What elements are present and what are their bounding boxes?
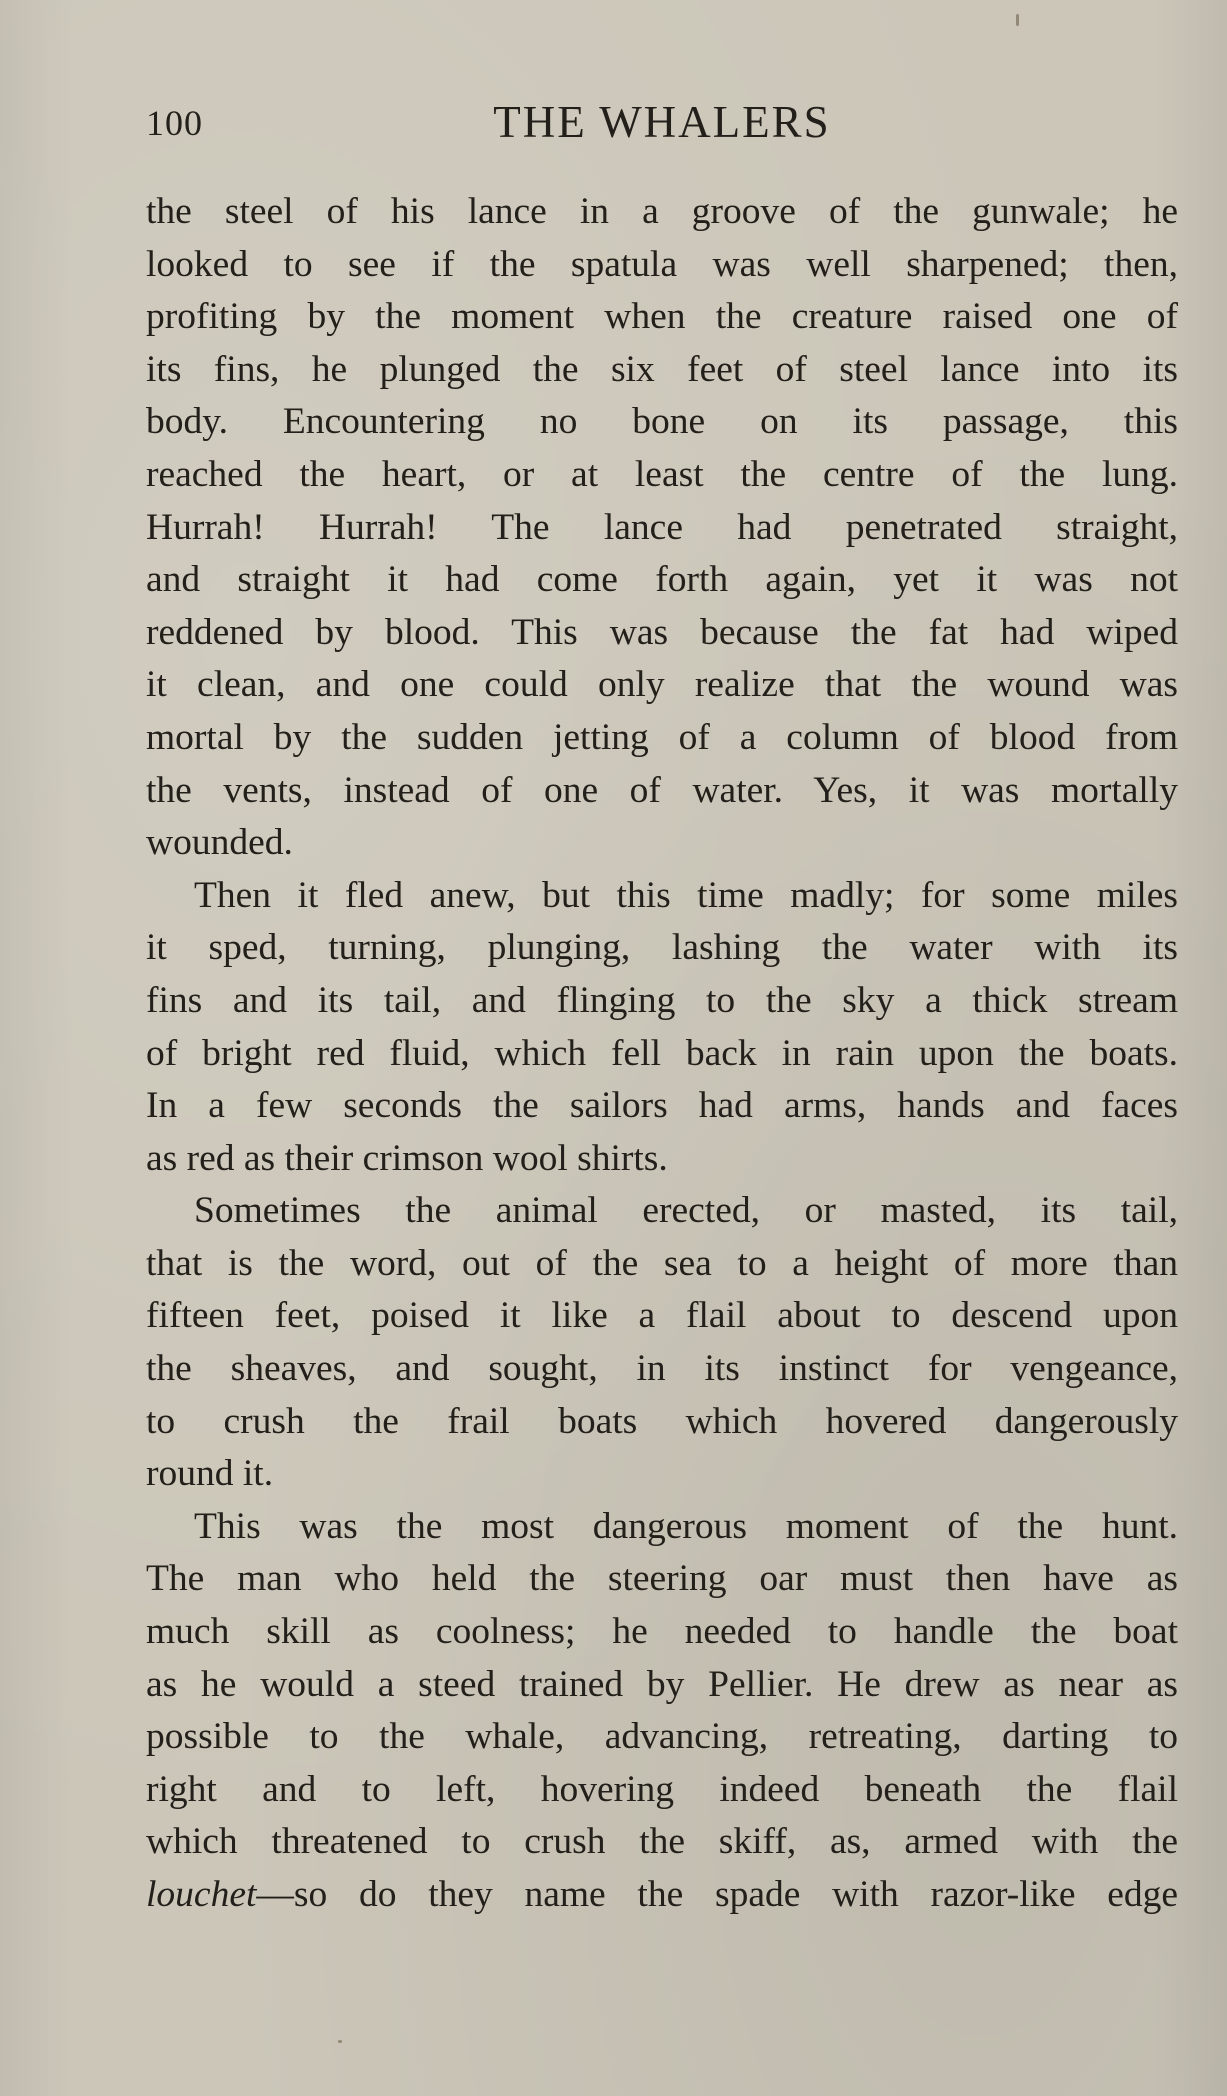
text-line: the sheaves, and sought, in its instinct for vengeance,: [146, 1348, 1178, 1390]
text-line: it sped, turning, plunging, lashing the water with its: [146, 927, 1178, 969]
text-line: looked to see if the spatula was well sharpened; then,: [146, 243, 1178, 285]
text-line: fins and its tail, and flinging to the sky a thick stream: [146, 979, 1178, 1021]
text-line: and straight it had come forth again, yet it was not: [146, 559, 1178, 601]
page-header: [146, 96, 1178, 156]
paper-speck: [338, 2040, 342, 2043]
text-line: The man who held the steering oar must then have as: [146, 1558, 1178, 1600]
last-line-rest: —so do they name the spade with razor-like edge: [256, 1874, 1178, 1915]
text-line: its fins, he plunged the six feet of steel lance into its: [146, 348, 1178, 390]
text-line: mortal by the sudden jetting of a column of blood from: [146, 716, 1178, 758]
text-line: the vents, instead of one of water. Yes, it was mortally: [146, 769, 1178, 811]
text-line: round it.: [146, 1453, 274, 1495]
text-line: much skill as coolness; he needed to handle the boat: [146, 1611, 1178, 1653]
text-line: it clean, and one could only realize that the wound was: [146, 664, 1178, 706]
text-line: In a few seconds the sailors had arms, hands and faces: [146, 1085, 1178, 1127]
text-line: as he would a steed trained by Pellier. He drew as near as: [146, 1663, 1178, 1705]
text-line: to crush the frail boats which hovered dangerously: [146, 1400, 1178, 1442]
text-line: as red as their crimson wool shirts.: [146, 1137, 668, 1179]
last-text-line: [146, 1869, 1178, 1922]
text-line: wounded.: [146, 822, 293, 864]
body-text: [146, 186, 1178, 1922]
italic-word: louchet: [146, 1874, 257, 1915]
text-line: that is the word, out of the sea to a height of more than: [146, 1242, 1178, 1284]
text-line: body. Encountering no bone on its passage, this: [146, 401, 1178, 443]
text-line: profiting by the moment when the creature raised one of: [146, 296, 1178, 338]
text-line: Hurrah! Hurrah! The lance had penetrated straight,: [146, 506, 1178, 548]
text-line: right and to left, hovering indeed beneath the flail: [146, 1768, 1178, 1810]
paper-speck: [1016, 14, 1019, 26]
text-line: reached the heart, or at least the centre of the lung.: [146, 453, 1178, 495]
paragraph-start: Sometimes the animal erected, or masted, its tail,: [194, 1190, 1178, 1232]
paragraph-start: Then it fled anew, but this time madly; for some miles: [194, 874, 1178, 916]
page-number: 100: [146, 103, 203, 143]
text-line: which threatened to crush the skiff, as, armed with the: [146, 1821, 1178, 1863]
text-line: fifteen feet, poised it like a flail about to descend upon: [146, 1295, 1178, 1337]
paragraph-start: This was the most dangerous moment of the hunt.: [194, 1505, 1178, 1547]
text-line: reddened by blood. This was because the fat had wiped: [146, 611, 1178, 653]
running-title: THE WHALERS: [493, 97, 831, 147]
text-line: possible to the whale, advancing, retreating, darting to: [146, 1716, 1178, 1758]
text-line: the steel of his lance in a groove of the gunwale; he: [146, 191, 1178, 232]
text-line: of bright red fluid, which fell back in rain upon the boats.: [146, 1032, 1178, 1074]
